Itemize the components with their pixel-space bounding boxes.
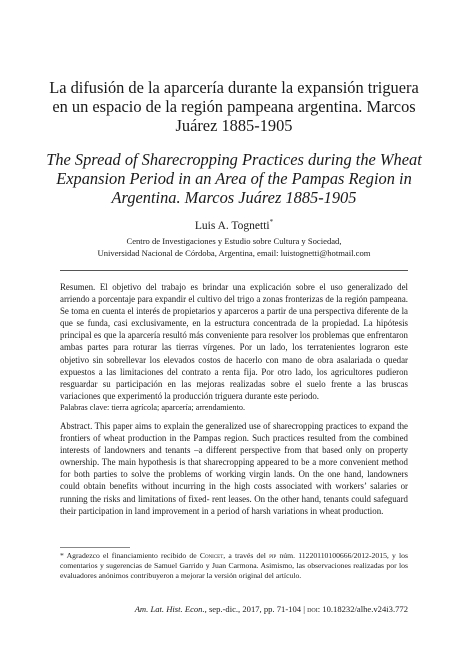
footnote-org: Conicet: [199, 551, 224, 560]
footnote-rule: [60, 547, 130, 548]
affiliation: [40, 236, 428, 259]
footnote: * Agradezco el financiamiento recibido de Conicet, a través del pip núm. 11220110100666/2012-2015, y los comentarios y sugerencias de Samuel Garrido y Juan Carmona. Asimismo, las observaciones realizadas por los evaluadores anónimos contribuyeron a mejorar la versión original del artículo.: [60, 551, 408, 581]
keywords-spanish: Palabras clave: tierra agrícola; aparcería; arrendamiento.: [60, 403, 246, 412]
abstract-spanish: Resumen. El objetivo del trabajo es brindar una explicación sobre el uso generalizado del arriendo a porcentaje para expandir el cultivo del trigo a zonas fronterizas de la región pampeana. Se toma en cuenta el interés de propietarios y aparceros a partir de una perspectiva diferente de la que se funda, casi exclusivamente, en la estructura concentrada de la propiedad. La hipótesis principal es que la aparcería resultó más conveniente para resolver los problemas que enfrentaron ambas partes para roturar las tierras vírgenes. Por un lado, los terratenientes lograron este objetivo sin sobrellevar los elevados costos de hacerlo con mano de obra asalariada o quedar expuestos a las limitaciones del contrato a renta fija. Por otro lado, los agricultores pudieron resguardar su participación en las mejoras realizadas sobre el suelo frente a las bruscas variaciones que experimentó la producción triguera durante este periodo.: [60, 282, 408, 401]
citation-journal: Am. Lat. Hist. Econ.: [134, 604, 205, 614]
title-english: The Spread of Sharecropping Practices during the Wheat Expansion Period in an Area of the Pampas Region in Argentina. Marcos Juárez 1885-1905: [46, 150, 422, 207]
separator-rule: [60, 270, 408, 271]
abstract-english: Abstract. This paper aims to explain the generalized use of sharecropping practices to expand the frontiers of wheat production in the Pampas region. Such practices resulted from the combined interests of landowners and tenants –a different perspective from that based only on property ownership. The main hypothesis is that sharecropping appeared to be a more convenient method for both parties to solve the problems of working virgin lands. On the one hand, landowners could obtain benefits without incurring in the high costs associated with workers’ salaries or running the risks and limitations of fixed- rent leases. On the other hand, tenants could safeguard their participation in land improvement in a period of harsh variations in wheat production.: [60, 421, 408, 516]
citation: Am. Lat. Hist. Econ., sep.-dic., 2017, pp. 71-104 | doi: 10.18232/alhe.v24i3.772: [134, 604, 408, 614]
citation-doi-label: doi: [307, 604, 318, 614]
footnote-pip: pip: [269, 551, 277, 560]
author-name: Luis A. Tognetti: [194, 219, 270, 232]
affiliation-line-1: Centro de Investigaciones y Estudio sobre Cultura y Sociedad,: [126, 236, 342, 246]
author-line: [0, 218, 468, 232]
citation-doi: : 10.18232/alhe.v24i3.772: [317, 604, 408, 614]
author-footnote-mark: *: [269, 218, 274, 226]
title-spanish: La difusión de la aparcería durante la expansión triguera en un espacio de la región pampeana argentina. Marcos Juárez 1885-1905: [49, 78, 419, 135]
affiliation-line-2: Universidad Nacional de Córdoba, Argentina, email: luistognetti@hotmail.com: [97, 247, 371, 258]
